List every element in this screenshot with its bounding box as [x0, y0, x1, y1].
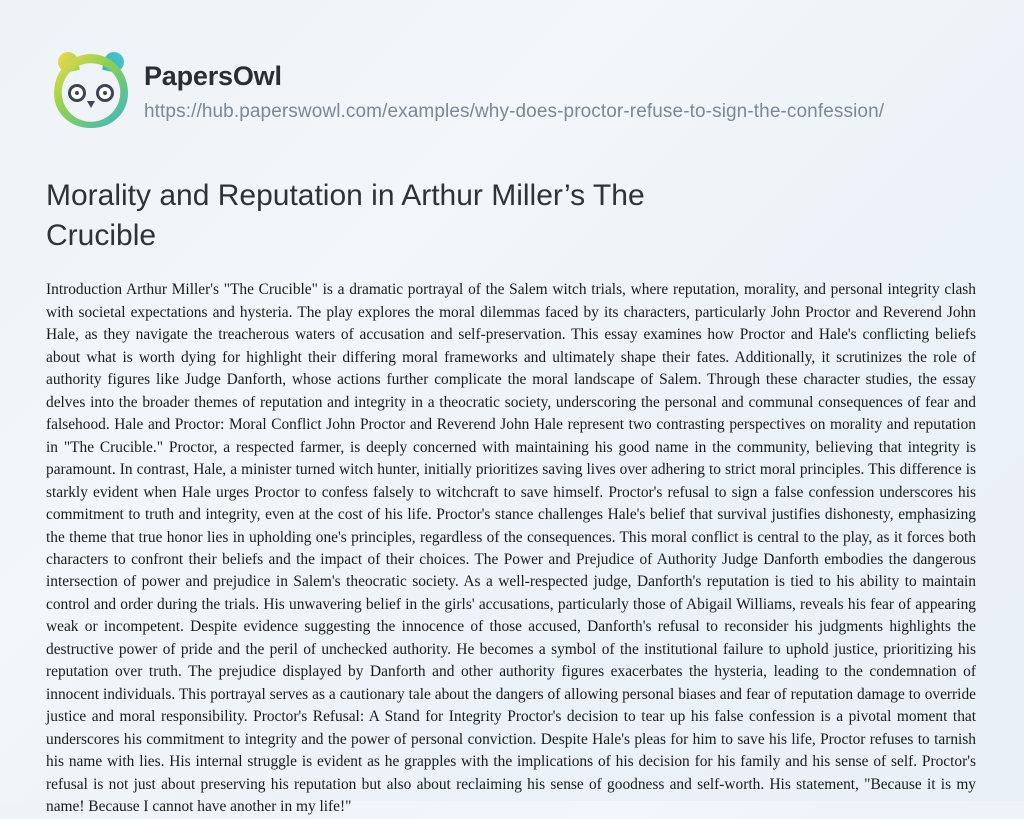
brand-block — [144, 52, 884, 123]
site-header — [44, 0, 980, 128]
page-title: Morality and Reputation in Arthur Miller’s The Crucible — [46, 179, 645, 252]
owl-eye-left-icon — [68, 84, 86, 102]
owl-body-icon — [54, 54, 128, 128]
owl-logo-icon — [54, 54, 128, 128]
article-body: Introduction Arthur Miller's "The Crucible" is a dramatic portrayal of the Salem witch trials, where reputation, morality, and personal integrity clash with societal expectations and hysteria. The play explores the moral dilemmas faced by its characters, particularly John Proctor and Reverend John Hale, as they navigate the treacherous waters of accusation and self-preservation. This essay examines how Proctor and Hale's conflicting beliefs about what is worth dying for highlight their differing moral frameworks and ultimately shape their fates. Additionally, it scrutinizes the role of authority figures like Judge Danforth, whose actions further complicate the moral landscape of Salem. Through these character studies, the essay delves into the broader themes of reputation and integrity in a theocratic society, underscoring the personal and communal consequences of fear and falsehood. Hale and Proctor: Moral Conflict John Proctor and Reverend John Hale represent two contrasting perspectives on morality and reputation in "The Crucible." Proctor, a respected farmer, is deeply concerned with maintaining his good name in the community, believing that integrity is paramount. In contrast, Hale, a minister turned witch hunter, initially prioritizes saving lives over adhering to strict moral principles. This difference is starkly evident when Hale urges Proctor to confess falsely to witchcraft to save himself. Proctor's refusal to sign a false confession underscores his commitment to truth and integrity, even at the cost of his life. Proctor's stance challenges Hale's belief that survival justifies dishonesty, emphasizing the theme that true honor lies in upholding one's principles, regardless of the consequences. This moral conflict is central to the play, as it forces both characters to confront their beliefs and the impact of their choices. The Power and Prejudice of Authority Judge Danforth embodies the dangerous intersection of power and prejudice in Salem's theocratic society. As a well-respected judge, Danforth's reputation is tied to his ability to maintain control and order during the trials. His unwavering belief in the girls' accusations, particularly those of Abigail Williams, reveals his fear of appearing weak or incompetent. Despite evidence suggesting the innocence of those accused, Danforth's refusal to reconsider his judgments highlights the destructive power of pride and the peril of unchecked authority. He becomes a symbol of the institutional failure to uphold justice, prioritizing his reputation over truth. The prejudice displayed by Danforth and other authority figures exacerbates the hysteria, leading to the condemnation of innocent individuals. This portrayal serves as a cautionary tale about the dangers of allowing personal biases and fear of reputation damage to override justice and moral responsibility. Proctor's Refusal: A Stand for Integrity Proctor's decision to tear up his false confession is a pivotal moment that underscores his commitment to integrity and the power of personal conviction. Despite Hale's pleas for him to save his life, Proctor refuses to tarnish his name with lies. His internal struggle is evident as he grapples with the implications of his decision for his family and his sense of self. Proctor's refusal is not just about preserving his reputation but also about reclaiming his sense of goodness and self-worth. His statement, "Because it is my name! Because I cannot have another in my life!" — [46, 281, 976, 816]
brand-name: PapersOwl — [144, 61, 282, 91]
owl-beak-icon — [87, 101, 95, 108]
owl-eye-right-icon — [96, 84, 114, 102]
page-url[interactable]: https://hub.paperswowl.com/examples/why-does-proctor-refuse-to-sign-the-confession/ — [144, 100, 885, 122]
owl-pupil-right-icon — [103, 91, 107, 95]
owl-pupil-left-icon — [75, 91, 79, 95]
